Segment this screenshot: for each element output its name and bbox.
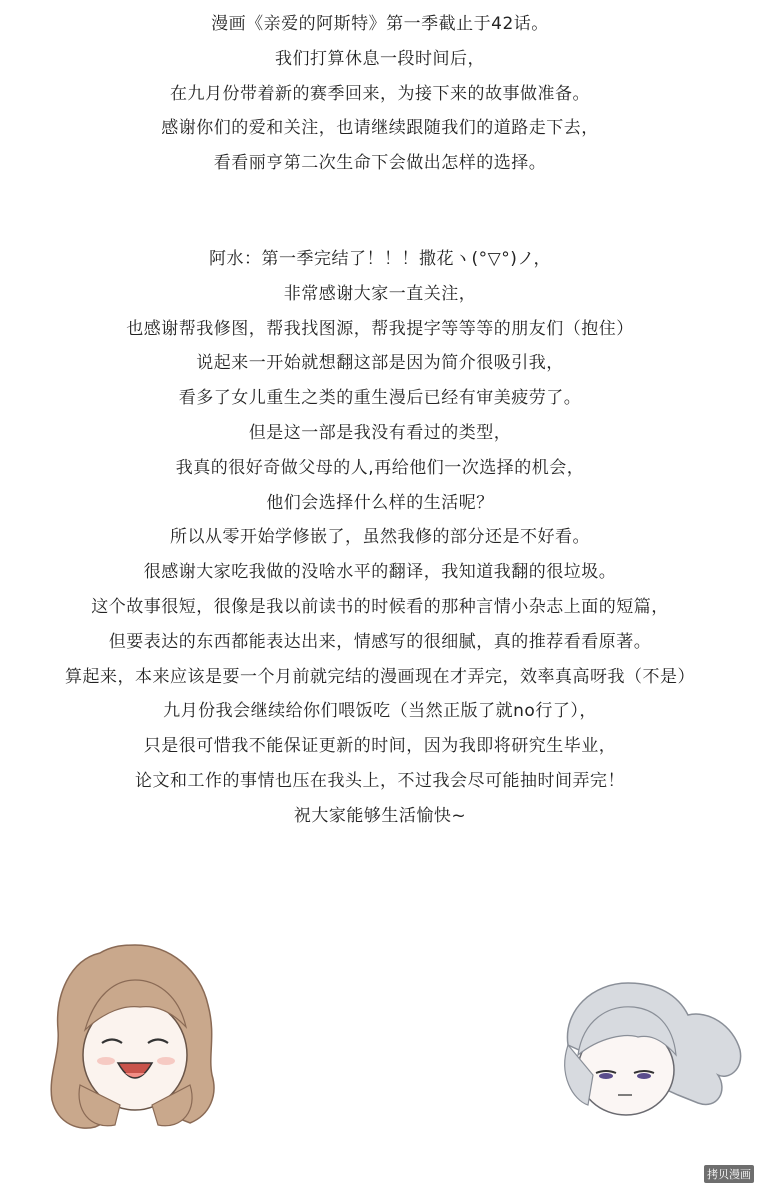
note-line: 但是这一部是我没有看过的类型， — [248, 422, 512, 443]
note-line: 很感谢大家吃我做的没啥水平的翻译，我知道我翻的很垃圾。 — [143, 562, 617, 583]
notice-line: 我们打算休息一段时间后， — [275, 48, 485, 69]
note-line: 我真的很好奇做父母的人,再给他们一次选择的机会， — [175, 457, 585, 478]
notice-line: 在九月份带着新的赛季回来，为接下来的故事做准备。 — [170, 83, 590, 104]
note-line: 看多了女儿重生之类的重生漫后已经有审美疲劳了。 — [178, 388, 582, 409]
note-line: 阿水：第一季完结了！！！撒花ヽ(°▽°)ノ， — [209, 249, 551, 269]
note-line: 算起来，本来应该是要一个月前就完结的漫画现在才弄完，效率真高呀我（不是） — [65, 666, 695, 687]
note-line: 非常感谢大家一直关注， — [283, 283, 477, 304]
note-line: 他们会选择什么样的生活呢？ — [266, 492, 494, 513]
chibi-brown-hair-illustration — [40, 935, 225, 1135]
notice-line: 感谢你们的爱和关注，也请继续跟随我们的道路走下去， — [161, 118, 599, 139]
note-line: 九月份我会继续给你们喂饭吃（当然正版了就no行了）， — [163, 701, 597, 722]
site-watermark: 拷贝漫画 — [704, 1165, 754, 1183]
translator-note — [0, 242, 760, 834]
chibi-silver-hair-illustration — [548, 975, 748, 1125]
note-line: 论文和工作的事情也压在我头上，不过我会尽可能抽时间弄完！ — [135, 770, 625, 791]
note-line: 只是很可惜我不能保证更新的时间，因为我即将研究生毕业， — [143, 736, 617, 757]
note-line: 祝大家能够生活愉快~ — [293, 805, 467, 826]
notice-line: 看看丽亨第二次生命下会做出怎样的选择。 — [213, 153, 547, 174]
notice-line: 漫画《亲爱的阿斯特》第一季截止于42话。 — [211, 14, 549, 34]
note-line: 但要表达的东西都能表达出来，情感写的很细腻，真的推荐看看原著。 — [108, 631, 652, 652]
note-line: 说起来一开始就想翻这部是因为简介很吸引我， — [196, 353, 564, 374]
note-line: 这个故事很短，很像是我以前读书的时候看的那种言情小杂志上面的短篇， — [91, 596, 669, 617]
note-line: 也感谢帮我修图，帮我找图源，帮我提字等等等的朋友们（抱住） — [126, 318, 634, 339]
note-line: 所以从零开始学修嵌了，虽然我修的部分还是不好看。 — [170, 527, 590, 548]
season-notice — [0, 7, 760, 181]
